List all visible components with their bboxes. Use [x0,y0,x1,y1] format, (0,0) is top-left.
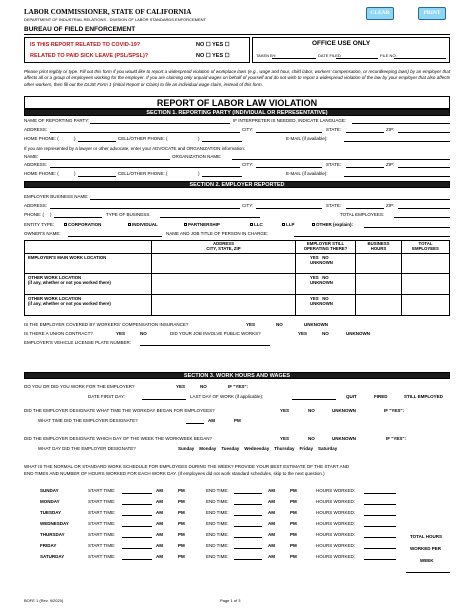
day-yes[interactable]: YES [280,436,290,441]
public-works-question: DID YOUR JOB INVOLVE PUBLIC WORKS? [170,331,261,336]
table-header-operating [296,240,356,254]
print-button[interactable]: PRINT [418,7,446,20]
end-time-field[interactable] [234,548,262,549]
end-time-label: END TIME: [206,554,229,559]
s1-email-label: E-MAIL (if available): [286,136,328,141]
rep-address-field[interactable] [50,167,240,168]
hours-worked-label: HOURS WORKED: [316,499,356,504]
row-sublabel: (if any, whether or not you worked there) [28,301,111,306]
interpreter-label: IF INTERPRETER IS NEEDED, INDICATE LANGUAGE: [233,118,347,123]
end-time-field[interactable] [234,526,262,527]
s1-cell-phone-label: CELL/OTHER PHONE: ( [118,136,168,141]
day-label: MONDAY [40,499,60,504]
rep-home-phone-label: HOME PHONE: ( [24,171,59,176]
taken-by-label: TAKEN BY: [256,53,277,58]
day-label: TUESDAY [40,510,62,515]
end-am[interactable]: AM [268,554,275,559]
business-type-label: TYPE OF BUSINESS: [106,212,151,217]
entity-llp[interactable] [282,222,295,227]
end-am[interactable]: AM [268,510,275,515]
comp-yes[interactable]: YES [246,322,256,327]
total-hours-field[interactable] [406,572,450,573]
hours-worked-field[interactable] [364,515,396,516]
end-am[interactable]: AM [268,499,275,504]
comp-insurance-question: IS THE EMPLOYER COVERED BY WORKERS' COMPENSATION INSURANCE? [24,322,189,327]
org-name-label: ORGANIZATION NAME: [172,154,222,159]
agency-title: LABOR COMMISSIONER, STATE OF CALIFORNIA [24,8,192,16]
designated-time-pm[interactable]: PM [234,418,241,423]
start-am[interactable]: AM [156,510,163,515]
end-time-label: END TIME: [206,488,229,493]
hours-worked-field[interactable] [364,548,396,549]
work-no[interactable]: NO [200,384,207,389]
employees-cell[interactable] [402,295,450,316]
start-time-label: START TIME: [88,532,116,537]
rep-note: If you are represented by a lawyer or other advocate, enter your ADVOCATE and ORGANIZATION information: [24,146,246,151]
opt-yes[interactable]: YES [310,275,319,280]
row-label: OTHER WORK LOCATION [28,275,82,280]
bureau-title: BUREAU OF FIELD ENFORCEMENT [24,26,136,33]
day-label: WEDNESDAY [40,521,69,526]
person-in-charge-label: NAME AND JOB TITLE OF PERSON IN CHARGE: [166,231,269,236]
weekday-thursday[interactable]: Thursday [274,446,295,451]
rep-cell-phone-label: CELL/OTHER PHONE: ( [118,171,168,176]
rep-zip-label: ZIP: [386,162,395,167]
entity-individual-label: INDIVIDUAL [132,222,158,227]
date-filed-label: DATE FILED [318,53,341,58]
table-header-employees [402,240,450,254]
entity-llc-label: LLC [254,222,263,227]
end-time-field[interactable] [234,504,262,505]
s1-city-label: CITY: [242,127,254,132]
opt-no[interactable]: NO [322,296,329,301]
total-employees-label: TOTAL EMPLOYEES: [340,212,385,217]
page-number: Page 1 of 3 [220,598,241,603]
public-yes[interactable]: YES [298,331,308,336]
operating-cell[interactable] [296,254,356,274]
rep-home-phone-field[interactable] [78,176,116,177]
form-id: BOFE 1 (Rev. 9/2020) [24,598,64,603]
hours-cell[interactable] [356,295,402,316]
table-row [24,295,152,316]
start-pm[interactable]: PM [178,554,185,559]
hours-worked-field[interactable] [364,493,396,494]
weekday-wednesday[interactable]: Wednesday [244,446,270,451]
rep-state-label: STATE: [326,162,342,167]
end-time-label: END TIME: [206,521,229,526]
rep-name-field[interactable] [40,159,170,160]
designated-time-am[interactable]: AM [208,418,215,423]
hours-worked-field[interactable] [364,537,396,538]
end-pm[interactable]: PM [290,521,297,526]
start-time-label: START TIME: [88,499,116,504]
start-pm[interactable]: PM [178,543,185,548]
day-label: FRIDAY [40,543,57,548]
weekday-sunday[interactable]: Sunday [178,446,195,451]
rep-email-label: E-MAIL (if available): [286,171,328,176]
s1-email-field[interactable] [344,141,450,142]
s1-state-field[interactable] [346,132,384,133]
weekday-saturday[interactable]: Saturday [318,446,338,451]
work-if-yes: IF "YES": [228,384,249,389]
start-time-field[interactable] [122,526,152,527]
end-time-label: END TIME: [206,510,229,515]
public-no[interactable]: NO [322,331,329,336]
hours-cell[interactable] [356,274,402,295]
license-plate-label: EMPLOYER'S VEHICLE LICENSE PLATE NUMBER: [24,340,132,345]
weekday-monday[interactable]: Monday [199,446,217,451]
employees-cell[interactable] [402,274,450,295]
still-employed-option[interactable]: STILL EMPLOYED [404,394,443,399]
entity-individual[interactable] [128,222,158,227]
end-pm[interactable]: PM [290,499,297,504]
row-sublabel: (if any, whether or not you worked there) [28,280,111,285]
row-label: EMPLOYER'S MAIN WORK LOCATION [28,255,107,260]
hours-worked-label: HOURS WORKED: [316,543,356,548]
start-pm[interactable]: PM [178,521,185,526]
entity-other-label: OTHER (explain): [316,222,354,227]
day-if-yes: IF "YES": [386,436,407,441]
start-am[interactable]: AM [156,488,163,493]
s2-phone-field[interactable] [54,217,102,218]
total-hours-label-2: WORKED PER [410,546,442,551]
instructions-text: Please print legibly or type. Fill out this form if you would like to report a widespread violation of workplace laws (e.g., wage and hour, child labor, workers' compensation, or recordkeeping laws) by an employer that affects all or a group of employees working for the employer. If you are claiming only unpaid wages on behalf of yourself and do not wish to report a widespread violation of the law by your employer that also affects other workers, then fill out the DLSE Form 1 (Initial Report or Claim) to file an individual wage claim, instead of this form. [24,69,450,87]
day-unknown[interactable]: UNKNOWN [332,436,356,441]
table-row [24,274,152,295]
end-pm[interactable]: PM [290,488,297,493]
start-time-label: START TIME: [88,510,116,515]
total-employees-field[interactable] [394,217,450,218]
fired-option[interactable]: FIRED [374,394,388,399]
rep-city-label: CITY: [242,162,254,167]
operating-cell[interactable] [296,274,356,295]
entity-corporation[interactable] [64,222,101,227]
hours-worked-field[interactable] [364,559,396,560]
psl-options[interactable]: NO ☐ YES ☐ [196,53,230,59]
end-pm[interactable]: PM [290,554,297,559]
hours-worked-label: HOURS WORKED: [316,510,356,515]
start-time-label: START TIME: [88,554,116,559]
end-time-label: END TIME: [206,543,229,548]
last-day-label: LAST DAY OF WORK (if applicable): [190,394,264,399]
s2-phone-label: PHONE: ( [24,212,45,217]
hours-worked-field[interactable] [364,526,396,527]
hours-worked-label: HOURS WORKED: [316,532,356,537]
row-label: OTHER WORK LOCATION [28,296,82,301]
weekday-options [178,446,337,451]
start-pm[interactable]: PM [178,488,185,493]
end-am[interactable]: AM [268,521,275,526]
end-am[interactable]: AM [268,488,275,493]
start-am[interactable]: AM [156,521,163,526]
start-time-label: START TIME: [88,521,116,526]
hours-cell[interactable] [356,254,402,274]
start-pm[interactable]: PM [178,532,185,537]
opt-unknown[interactable]: UNKNOWN [310,280,333,285]
comp-no[interactable]: NO [276,322,283,327]
reporter-name-label: NAME OF REPORTING PARTY: [24,118,90,123]
work-yes[interactable]: YES [176,384,186,389]
rep-city-field[interactable] [256,167,322,168]
end-time-label: END TIME: [206,499,229,504]
covid-options[interactable]: NO ☐ YES ☐ [196,42,230,48]
day-no[interactable]: NO [308,436,315,441]
day-label: SUNDAY [40,488,59,493]
time-no[interactable]: NO [308,408,315,413]
start-am[interactable]: AM [156,499,163,504]
hours-worked-label: HOURS WORKED: [316,554,356,559]
entity-llp-label: LLP [286,222,295,227]
table-header-operating-text: EMPLOYER STILL OPERATING THERE? [303,241,348,251]
entity-type-label: ENTITY TYPE: [24,222,55,227]
start-time-field[interactable] [122,537,152,538]
s1-city-field[interactable] [256,132,322,133]
section2-header: SECTION 2. EMPLOYER REPORTED [24,181,450,188]
rep-home-phone-paren: ) [74,171,76,176]
date-first-day-field[interactable] [142,399,186,400]
opt-unknown[interactable]: UNKNOWN [310,260,333,265]
s1-address-label: ADDRESS: [24,127,48,132]
business-type-field[interactable] [160,217,260,218]
table-header-address-text: ADDRESS CITY, STATE, ZIP [206,241,241,251]
table-header-hours [356,240,402,254]
comp-unknown[interactable]: UNKNOWN [304,322,328,327]
table-header-address [152,240,296,254]
s2-phone-paren: ) [50,212,52,217]
psl-question: RELATED TO PAID SICK LEAVE (PSL/SPSL)? [30,53,149,59]
s1-cell-phone-paren: ) [198,136,200,141]
s2-city-label: CITY: [242,203,254,208]
org-name-field[interactable] [232,159,450,160]
table-header-blank [24,240,152,254]
weekday-tuesday[interactable]: Tuesday [221,446,240,451]
s1-home-phone-field[interactable] [78,141,116,142]
address-cell[interactable] [152,274,296,295]
s2-address-field[interactable] [50,208,240,209]
start-time-field[interactable] [122,548,152,549]
end-am[interactable]: AM [268,532,275,537]
union-yes[interactable]: YES [116,331,126,336]
weekday-friday[interactable]: Friday [299,446,314,451]
hours-worked-field[interactable] [364,504,396,505]
s2-zip-label: ZIP: [386,203,395,208]
end-pm[interactable]: PM [290,543,297,548]
table-header-hours-text: BUSINESS HOURS [367,241,390,251]
workweek-day-question: DID THE EMPLOYER DESIGNATE WHICH DAY OF THE WEEK THE WORKWEEK BEGAN? [24,436,213,441]
s2-zip-field[interactable] [398,208,450,209]
section1-header: SECTION 1. REPORTING PARTY (INDIVIDUAL OR REPRESENTATIVE) [24,109,450,116]
entity-llc[interactable] [250,222,263,227]
hours-worked-label: HOURS WORKED: [316,488,356,493]
person-in-charge-field[interactable] [294,236,450,237]
operating-cell[interactable] [296,295,356,316]
end-pm[interactable]: PM [290,510,297,515]
union-question: IS THERE A UNION CONTRACT? [24,331,93,336]
start-am[interactable]: AM [156,532,163,537]
owner-name-label: OWNER'S NAME: [24,231,61,236]
start-time-label: START TIME: [88,488,116,493]
table-row [24,254,152,274]
start-time-field[interactable] [122,515,152,516]
s1-state-label: STATE: [326,127,342,132]
owner-name-field[interactable] [68,236,162,237]
rep-name-label: NAME: [24,154,39,159]
address-cell[interactable] [152,254,296,274]
s1-zip-field[interactable] [398,132,450,133]
entity-partnership-label: PARTNERSHIP [188,222,220,227]
public-unknown[interactable]: UNKNOWN [346,331,370,336]
form-title: REPORT OF LABOR LAW VIOLATION [156,98,318,108]
quit-option[interactable]: QUIT [346,394,357,399]
schedule-question-2: END TIMES AND NUMBER OF HOURS WORKED FOR EACH WORK DAY. (If employees did not work standard schedules, skip to the next question.) [24,471,325,476]
s2-state-field[interactable] [346,208,384,209]
end-pm[interactable]: PM [290,532,297,537]
total-hours-label-3: WEEK [420,558,434,563]
time-unknown[interactable]: UNKNOWN [332,408,356,413]
start-time-field[interactable] [122,504,152,505]
s2-city-field[interactable] [256,208,322,209]
time-if-yes: IF "YES": [384,408,405,413]
last-day-field[interactable] [292,399,336,400]
s2-state-label: STATE: [326,203,342,208]
interpreter-field[interactable] [352,123,450,124]
rep-state-field[interactable] [346,167,384,168]
s1-address-field[interactable] [50,132,240,133]
department-line: DEPARTMENT OF INDUSTRIAL RELATIONS - DIVISION OF LABOR STANDARDS ENFORCEMENT [24,17,206,22]
rep-cell-phone-field[interactable] [202,176,242,177]
end-am[interactable]: AM [268,543,275,548]
end-time-label: END TIME: [206,532,229,537]
day-label: SATURDAY [40,554,65,559]
rep-cell-phone-paren: ) [198,171,200,176]
license-plate-field[interactable] [140,345,270,346]
end-time-field[interactable] [234,559,262,560]
opt-yes[interactable]: YES [310,255,319,260]
start-time-field[interactable] [122,559,152,560]
workday-time-question: DID THE EMPLOYER DESIGNATE WHAT TIME THE WORKDAY BEGAN FOR EMPLOYEES? [24,408,215,413]
end-time-field[interactable] [234,515,262,516]
time-yes[interactable]: YES [280,408,290,413]
opt-yes[interactable]: YES [310,296,319,301]
address-cell[interactable] [152,295,296,316]
rep-email-field[interactable] [344,176,450,177]
s1-cell-phone-field[interactable] [202,141,242,142]
work-for-employer-question: DO YOU OR DID YOU WORK FOR THE EMPLOYER? [24,384,135,389]
entity-corporation-label: CORPORATION [68,222,102,227]
entity-other-field[interactable] [364,227,450,228]
opt-no[interactable]: NO [322,255,329,260]
s2-address-label: ADDRESS: [24,203,48,208]
s1-home-phone-label: HOME PHONE: ( [24,136,59,141]
start-am[interactable]: AM [156,554,163,559]
end-time-field[interactable] [234,493,262,494]
s1-row-name [24,118,89,123]
employees-cell[interactable] [402,254,450,274]
start-pm[interactable]: PM [178,499,185,504]
reporter-name-field[interactable] [90,123,230,124]
employer-name-label: EMPLOYER BUSINESS NAME: [24,194,89,199]
union-no[interactable]: NO [140,331,147,336]
opt-no[interactable]: NO [322,275,329,280]
designated-time-label: WHAT TIME DID THE EMPLOYER DESIGNATE? [38,418,138,423]
date-first-day-label: DATE FIRST DAY: [88,394,126,399]
office-use-title: OFFICE USE ONLY [312,40,371,47]
section3-header: SECTION 3. WORK HOURS AND WAGES [24,372,450,379]
rep-address-label: ADDRESS: [24,162,48,167]
end-time-field[interactable] [234,537,262,538]
day-label: THURSDAY [40,532,65,537]
covid-question: IS THIS REPORT RELATED TO COVID-19? [30,42,141,48]
entity-partnership[interactable] [184,222,220,227]
s1-home-phone-paren: ) [74,136,76,141]
designated-day-label: WHAT DAY DID THE EMPLOYER DESIGNATE? [38,446,136,451]
schedule-question-1: WHAT IS THE NORMAL OR STANDARD WORK SCHEDULE FOR EMPLOYEES DURING THE WEEK? PROVIDE YOUR BEST ESTIMATE OF THE START AND [24,464,350,469]
s1-zip-label: ZIP: [386,127,395,132]
opt-unknown[interactable]: UNKNOWN [310,301,333,306]
start-time-field[interactable] [122,493,152,494]
table-header-employees-text: TOTAL EMPLOYEES [412,241,439,251]
hours-worked-label: HOURS WORKED: [316,521,356,526]
clear-button[interactable]: CLEAR [366,7,394,20]
rep-zip-field[interactable] [398,167,450,168]
total-hours-label-1: TOTAL HOURS [410,534,443,539]
start-am[interactable]: AM [156,543,163,548]
file-no-label: FILE NO: [380,53,397,58]
designated-time-field[interactable] [186,423,204,424]
start-pm[interactable]: PM [178,510,185,515]
entity-other[interactable] [312,222,353,227]
employer-name-field[interactable] [90,199,450,200]
start-time-label: START TIME: [88,543,116,548]
